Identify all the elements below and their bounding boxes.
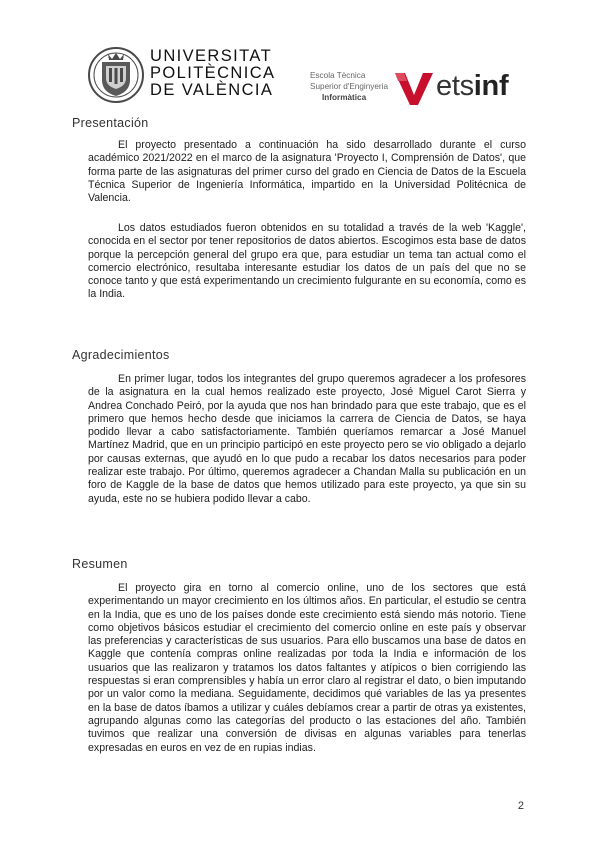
- school-brand-bold: inf: [473, 70, 509, 102]
- school-brand-regular: ets: [436, 70, 474, 102]
- school-name: [310, 70, 388, 103]
- school-brand: [436, 70, 508, 102]
- paragraph: El proyecto presentado a continuación ha sido desarrollado durante el curso académico 2021/2022 en el marco de la asignatura 'Proyecto I, Comprensión de Datos', que forma parte de las asignaturas del primer curso del grado en Ciencia de Datos de la Escuela Técnica Superior de Ingeniería Informática, impartido en la Universidad Politécnica de Valencia.: [88, 139, 526, 205]
- paragraph: En primer lugar, todos los integrantes del grupo queremos agradecer a los profesores de la asignatura en la cual hemos realizado este proyecto, José Miguel Carot Sierra y Andrea Conchado Peiró, por la ayuda que nos han brindado para que este trabajo, que es el primero que hemos hecho desde que iniciamos la carrera de Ciencia de Datos, se haya podido llevar a cabo satisfactoriamente. También queríamos remarcar a José Manuel Martínez Madrid, que en un principio participó en este proyecto pero se vio obligado a dejarlo por causas externas, que ayudó en lo que pudo a recabar los datos necesarios para poder realizar este trabajo. Por último, queremos agradecer a Chandan Malla su publicación en un foro de Kaggle de la base de datos que hemos utilizado para este proyecto, ya que sin su ayuda, este no se hubiera podido llevar a cabo.: [88, 373, 526, 505]
- school-name-line: Superior d'Enginyeria: [310, 82, 389, 91]
- section-title-resumen: Resumen: [72, 557, 128, 571]
- page-number: 2: [517, 800, 524, 812]
- section-title-agradecimientos: Agradecimientos: [72, 348, 170, 362]
- university-seal-icon: [88, 44, 144, 106]
- university-name-line: UNIVERSITAT: [150, 47, 273, 65]
- university-name-line: DE VALÈNCIA: [150, 81, 274, 99]
- paragraph: Los datos estudiados fueron obtenidos en su totalidad a través de la web 'Kaggle', conocida en el sector por tener repositorios de datos abiertos. Escogimos esta base de datos porque la percepción general del grupo era que, para estudiar un tema tan actual como el comercio electrónico, resultaba interesante estudiar los datos de un país del que no se conoce tanto y que está experimentando un crecimiento fulgurante en su economía, como es la India.: [88, 222, 526, 301]
- university-name-line: POLITÈCNICA: [150, 64, 276, 82]
- university-name: [150, 48, 275, 99]
- paragraph: El proyecto gira en torno al comercio online, uno de los sectores que está experimentando un mayor crecimiento en los últimos años. En particular, el estudio se centra en la India, que es uno de los países donde este crecimiento está siendo más notorio. Tiene como objetivos básicos estudiar el crecimiento del comercio online en este país y observar las preferencias y características de sus usuarios. Para ello buscamos una base de datos en Kaggle que contenía compras online realizadas por toda la India e información de los usuarios que las realizaron y tratamos los datos faltantes y atípicos o bien corrigiendo las respuestas si eran comprensibles y había un error claro al registrar el dato, o bien imputando por un valor como la mediana. Seguidamente, decidimos qué variables de las ya presentes en la base de datos íbamos a utilizar y cuáles debíamos crear a partir de otras ya existentes, agrupando algunas como las categorías del producto o las estaciones del año. También tuvimos que realizar una conversión de divisas en algunas variables para tenerlas expresadas en euros en vez de en rupias indias.: [88, 582, 526, 754]
- school-name-line: Escola Tècnica: [310, 71, 366, 80]
- page-header: [88, 44, 528, 110]
- section-title-presentacion: Presentación: [72, 116, 149, 130]
- school-logo-icon: [395, 69, 433, 105]
- school-name-line: Informàtica: [322, 93, 367, 102]
